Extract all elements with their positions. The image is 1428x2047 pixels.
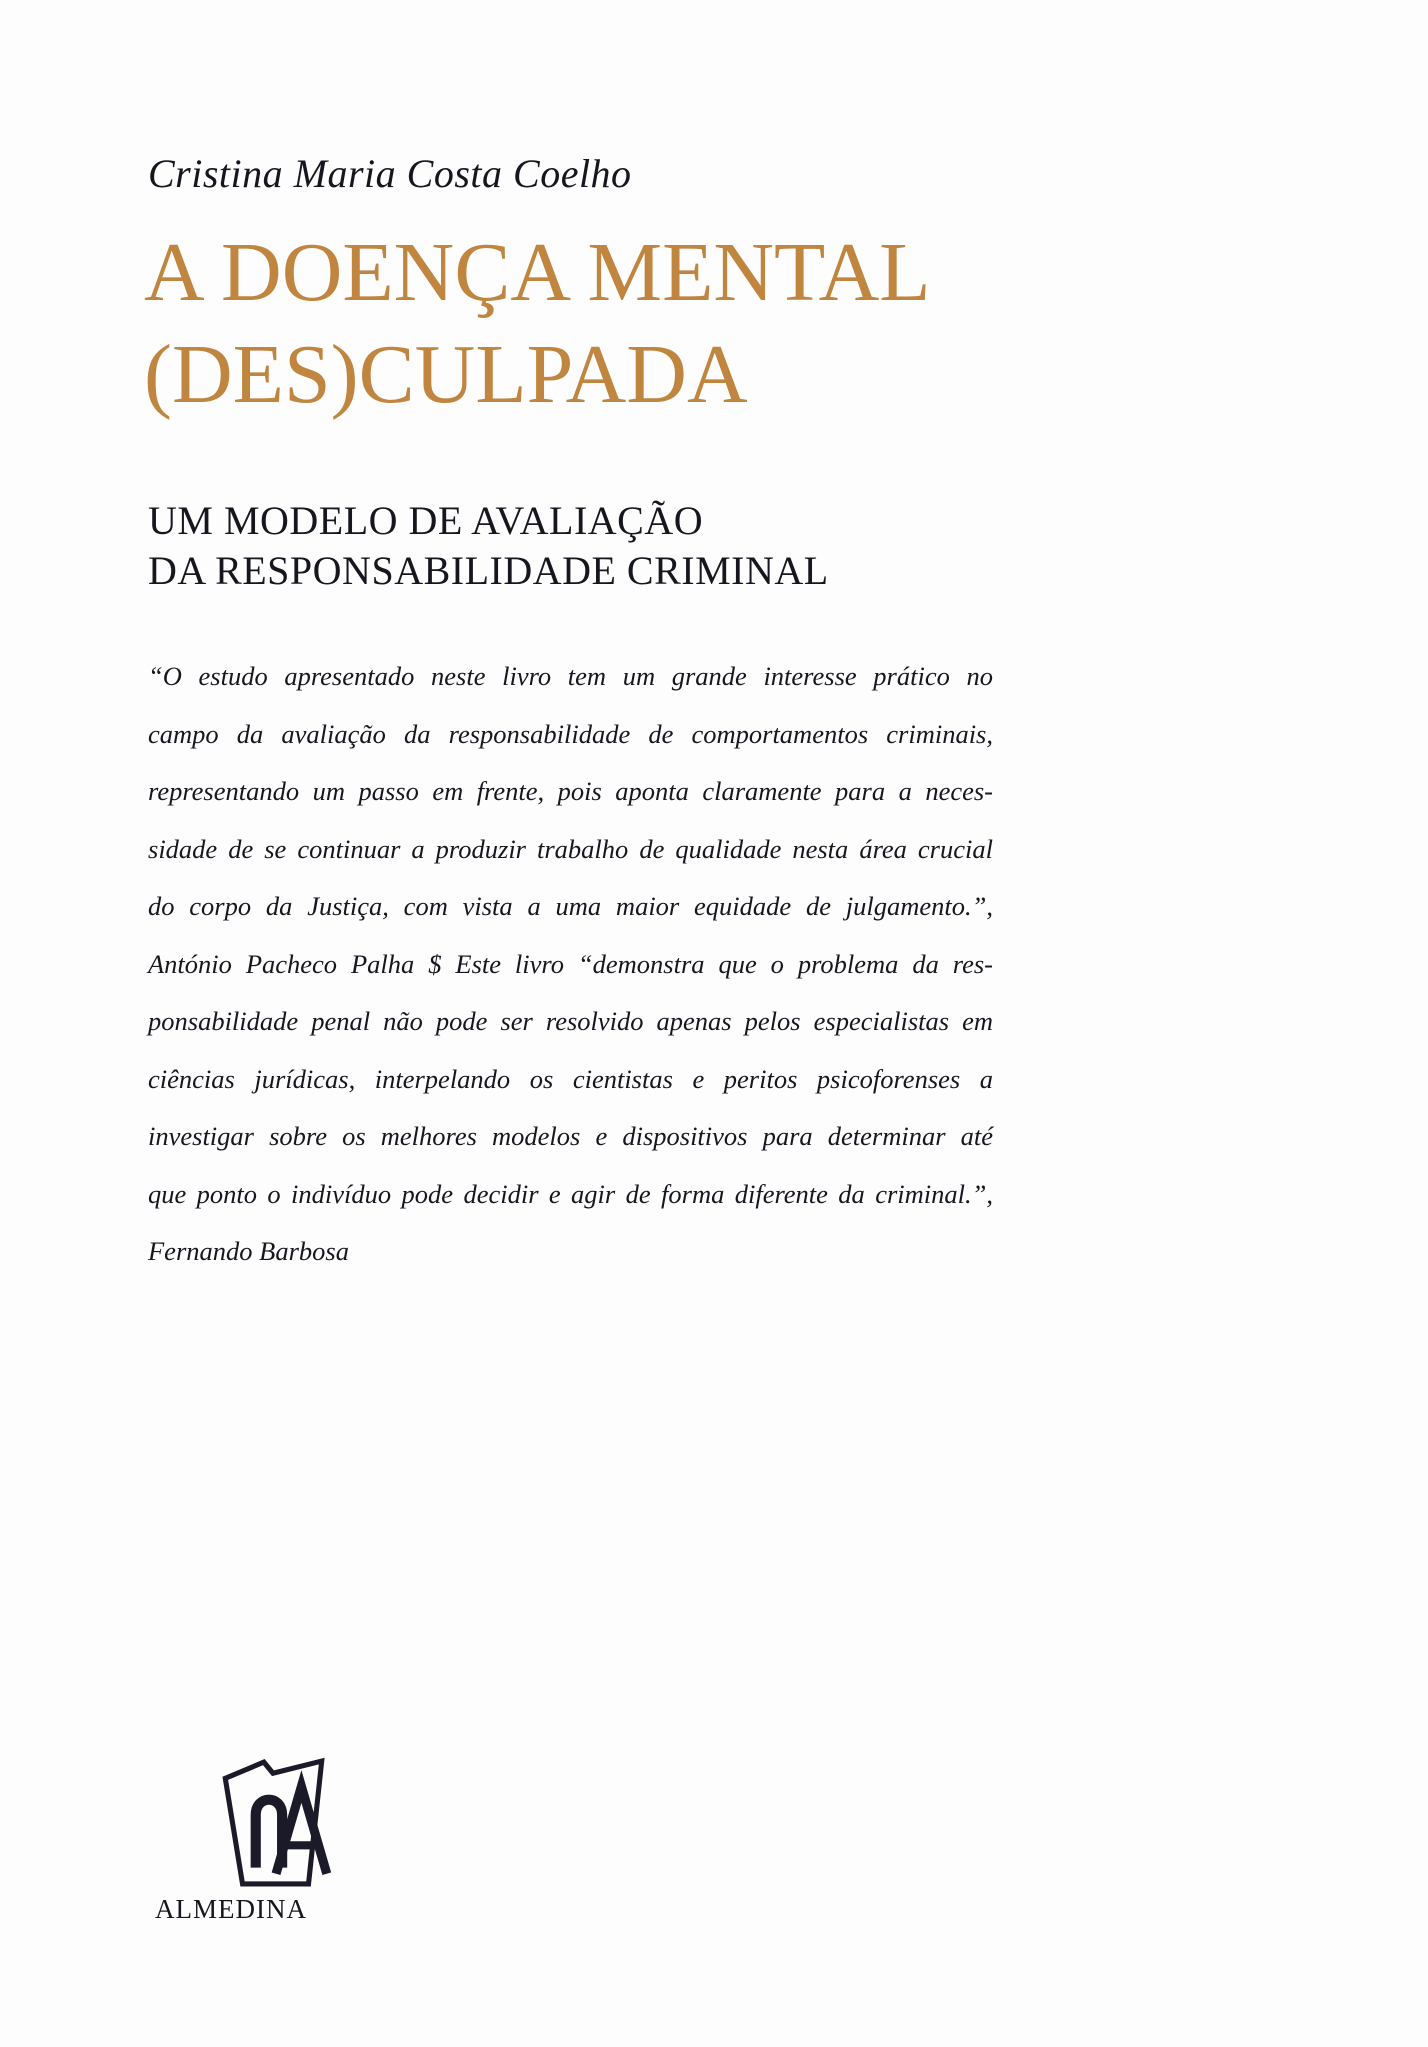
quote-line: investigar sobre os melhores modelos e dispositivos para determinar até <box>148 1121 993 1151</box>
quote-line: que ponto o indivíduo pode decidir e agir de forma diferente da criminal.”, <box>148 1178 993 1209</box>
quote-line: sidade de se continuar a produzir trabalho de qualidade nesta área crucial <box>148 833 993 864</box>
book-title-line-2: (DES)CULPADA <box>144 328 748 421</box>
quote-line: do corpo da Justiça, com vista a uma maior equidade de julgamento.”, <box>148 891 993 921</box>
almedina-open-book-icon <box>217 1756 331 1890</box>
publisher-logo <box>155 1756 395 1936</box>
review-quote <box>148 648 993 1281</box>
quote-line: António Pacheco Palha $ Este livro “demonstra que o problema da res- <box>148 948 993 979</box>
publisher-name: ALMEDINA <box>155 1894 307 1924</box>
book-title <box>144 222 931 426</box>
book-subtitle-line-2: DA RESPONSABILIDADE CRIMINAL <box>148 548 829 593</box>
quote-line: ponsabilidade penal não pode ser resolvido apenas pelos especialistas em <box>148 1006 993 1036</box>
quote-line: “O estudo apresentado neste livro tem um grande interesse prático no <box>148 661 993 691</box>
book-subtitle-line-1: UM MODELO DE AVALIAÇÃO <box>148 498 704 543</box>
quote-line: representando um passo em frente, pois aponta claramente para a neces- <box>148 776 993 806</box>
book-title-line-1: A DOENÇA MENTAL <box>144 226 931 319</box>
quote-line: campo da avaliação da responsabilidade de comportamentos criminais, <box>148 718 993 749</box>
quote-line: ciências jurídicas, interpelando os cientistas e peritos psicoforenses a <box>148 1063 993 1094</box>
quote-attribution: Fernando Barbosa <box>148 1236 349 1266</box>
book-subtitle <box>148 496 829 596</box>
author-name: Cristina Maria Costa Coelho <box>148 151 632 196</box>
